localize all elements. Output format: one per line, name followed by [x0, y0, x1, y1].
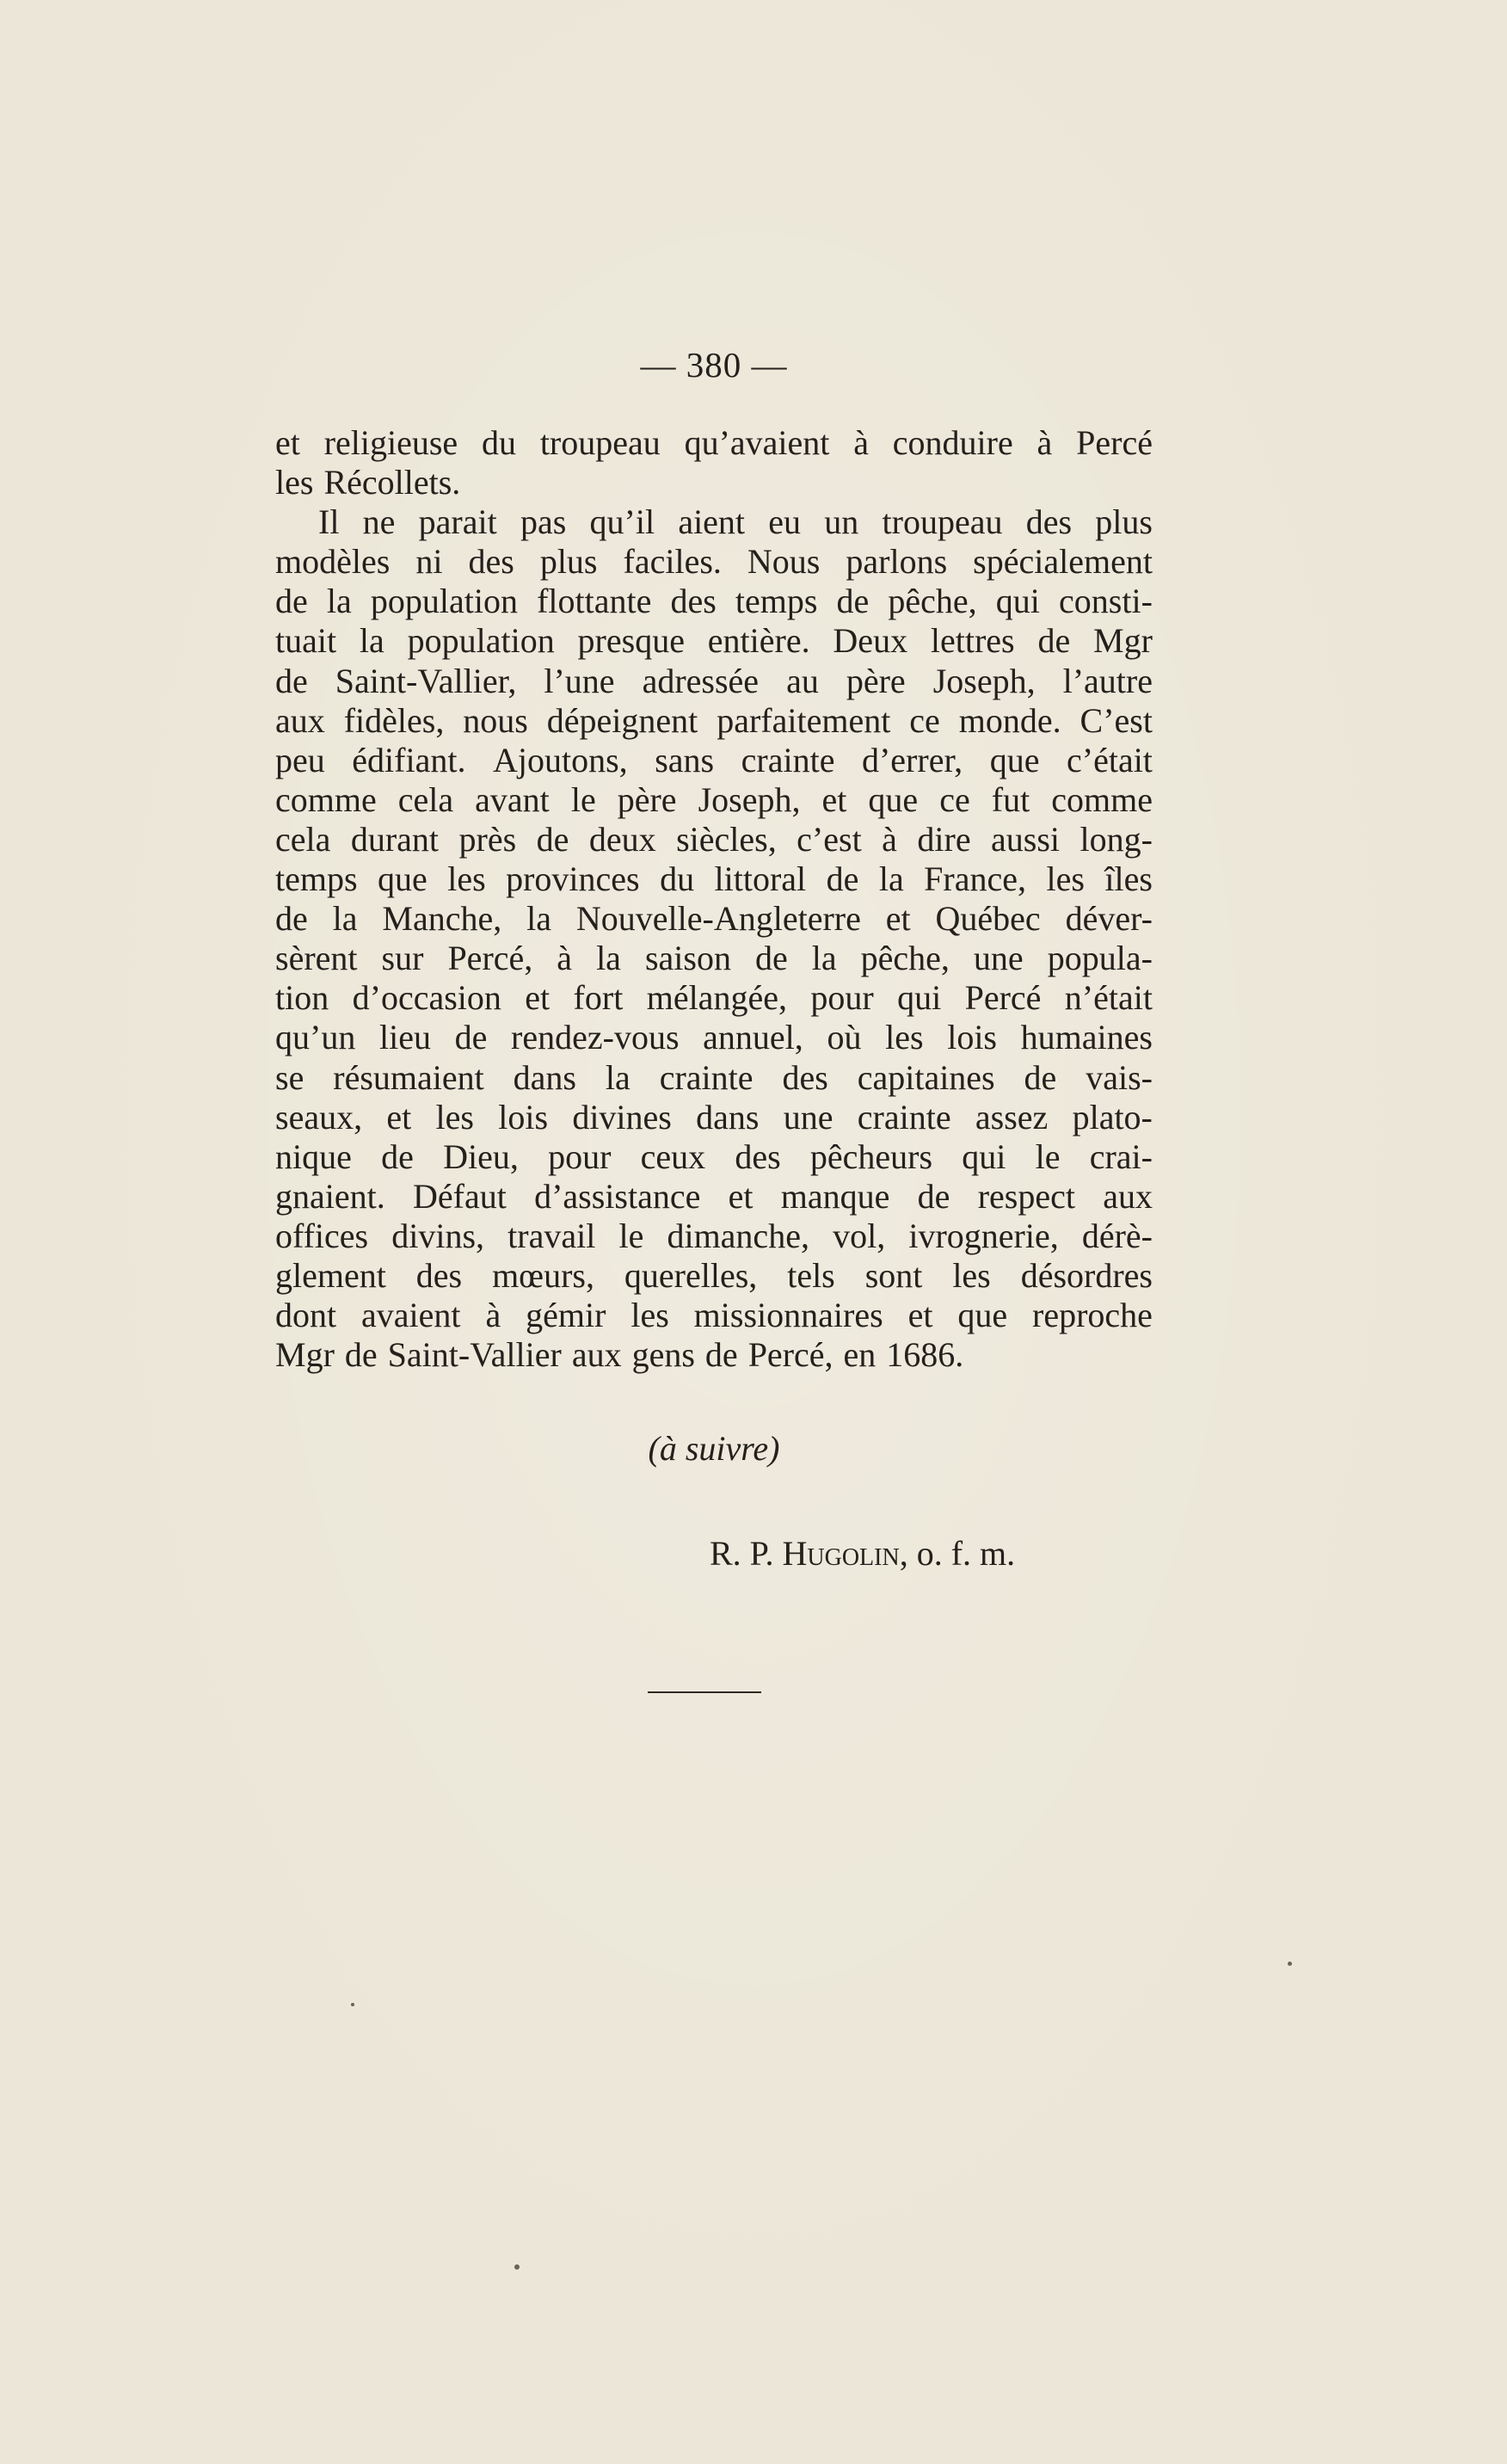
word: lieu: [378, 1018, 431, 1057]
word: religieuse: [323, 423, 458, 462]
word: des: [670, 582, 717, 621]
word: que: [378, 859, 427, 899]
word: nique: [275, 1137, 352, 1176]
word: les: [275, 463, 314, 502]
word: Ajoutons,: [493, 740, 628, 779]
word: vol,: [833, 1216, 886, 1255]
to-be-continued: (à suivre): [648, 1429, 780, 1468]
word: reproche: [1032, 1296, 1153, 1335]
word: la: [326, 582, 352, 621]
word: parait: [418, 502, 497, 542]
word: gémir: [526, 1296, 606, 1335]
word: saison: [644, 939, 731, 978]
paper-speck: [514, 2264, 520, 2270]
word: aussi: [991, 819, 1061, 859]
word: au: [786, 661, 819, 700]
text-line: [275, 423, 1153, 463]
word: ce: [939, 779, 970, 819]
word: gens: [631, 1335, 695, 1375]
signature-initials: R. P.: [710, 1534, 774, 1573]
word: les: [435, 1097, 474, 1137]
word: de: [454, 1018, 488, 1057]
word: crai-: [1089, 1137, 1153, 1176]
word: Mgr: [275, 1335, 335, 1375]
word: Québec: [935, 899, 1041, 939]
word: de: [1024, 1057, 1057, 1097]
word: divins,: [391, 1216, 485, 1255]
word: de: [275, 899, 308, 939]
word: pêche,: [888, 582, 977, 621]
word: presque: [577, 621, 685, 661]
word: qu’il: [589, 502, 655, 542]
word: d’assistance: [534, 1176, 701, 1216]
word: C’est: [1080, 700, 1153, 740]
text-line: [275, 1058, 1153, 1098]
word: capitaines: [857, 1057, 995, 1097]
word: glement: [275, 1255, 386, 1295]
word: Saint-Vallier: [387, 1335, 562, 1375]
word: conduire: [892, 423, 1013, 462]
word: sont: [864, 1255, 923, 1295]
page-number: — 380 —: [640, 345, 788, 385]
word: plus: [539, 542, 598, 582]
word: sèrent: [275, 939, 358, 978]
word: assez: [975, 1097, 1049, 1137]
word: la: [526, 899, 552, 939]
word: et: [728, 1176, 754, 1216]
word: sans: [655, 740, 715, 779]
word: père: [846, 661, 906, 700]
word: cela: [397, 779, 454, 819]
word: troupeau: [539, 423, 661, 462]
word: de: [275, 582, 308, 621]
word: eu: [768, 502, 802, 542]
word: fort: [573, 978, 624, 1018]
word: et: [821, 779, 847, 819]
word: Manche,: [382, 899, 502, 939]
word: humaines: [1020, 1018, 1153, 1057]
word: un: [824, 502, 859, 542]
word: ivrognerie,: [908, 1216, 1059, 1255]
word: Deux: [833, 621, 908, 661]
word: 1686.: [886, 1335, 964, 1375]
author-signature: [710, 1533, 1015, 1574]
word: de: [704, 1335, 738, 1375]
word: pêche,: [860, 939, 950, 978]
word: provinces: [506, 859, 640, 899]
text-line: [275, 502, 1153, 542]
word: les: [447, 859, 486, 899]
word: dans: [696, 1097, 760, 1137]
word: des: [735, 1137, 781, 1176]
word: la: [811, 939, 837, 978]
word: Mgr: [1093, 621, 1153, 661]
word: résumaient: [333, 1057, 484, 1097]
word: près: [458, 819, 517, 859]
word: lois: [947, 1018, 997, 1057]
word: l’autre: [1062, 661, 1153, 700]
text-line: [275, 463, 1153, 502]
word: lettres: [930, 621, 1015, 661]
word: la: [359, 621, 384, 661]
word: le: [570, 779, 596, 819]
word: les: [630, 1296, 669, 1335]
word: c’était: [1067, 740, 1153, 779]
word: ne: [362, 502, 396, 542]
word: Nouvelle-Angleterre: [575, 899, 861, 939]
text-line: [275, 820, 1153, 859]
word: et: [885, 899, 911, 939]
word: de: [1037, 621, 1071, 661]
text-line: [275, 1018, 1153, 1057]
word: et: [907, 1296, 933, 1335]
word: adressée: [642, 661, 760, 700]
word: de: [917, 1176, 950, 1216]
word: respect: [977, 1176, 1075, 1216]
word: aient: [678, 502, 746, 542]
word: la: [605, 1057, 630, 1097]
word: à: [1036, 423, 1053, 462]
word: travail: [507, 1216, 596, 1255]
word: ce: [909, 700, 940, 740]
word: tion: [275, 978, 329, 1018]
word: Nous: [747, 542, 821, 582]
word: que: [957, 1296, 1008, 1335]
text-line: [275, 582, 1153, 621]
word: qu’avaient: [684, 423, 830, 462]
word: dimanche,: [667, 1216, 809, 1255]
word: de: [536, 819, 569, 859]
word: long-: [1080, 819, 1153, 859]
word: Percé,: [747, 1335, 833, 1375]
text-line: [275, 1098, 1153, 1137]
word: une: [973, 939, 1024, 978]
word: crainte: [659, 1057, 754, 1097]
word: troupeau: [882, 502, 1003, 542]
word: de: [754, 939, 788, 978]
word: comme: [1051, 779, 1153, 819]
word: popula-: [1047, 939, 1153, 978]
word: pour: [810, 978, 874, 1018]
text-line: [275, 1335, 1153, 1375]
word: d’occasion: [352, 978, 501, 1018]
word: rendez-vous: [511, 1018, 680, 1057]
word: lois: [498, 1097, 549, 1137]
text-line: [275, 701, 1153, 741]
word: annuel,: [703, 1018, 803, 1057]
word: ceux: [640, 1137, 706, 1176]
word: pêcheurs: [809, 1137, 933, 1176]
word: flottante: [537, 582, 652, 621]
word: peu: [275, 740, 325, 779]
word: de: [344, 1335, 378, 1375]
word: à: [485, 1296, 501, 1335]
word: et: [525, 978, 551, 1018]
word: désordres: [1020, 1255, 1153, 1295]
word: siècles,: [676, 819, 777, 859]
word: en: [843, 1335, 877, 1375]
word: faciles.: [623, 542, 722, 582]
word: du: [482, 423, 516, 462]
word: ni: [415, 542, 443, 582]
word: les: [1046, 859, 1085, 899]
text-line: [275, 621, 1153, 661]
text-line: [275, 741, 1153, 780]
text-line: [275, 899, 1153, 939]
body-paragraphs: [275, 423, 1153, 1375]
word: Percé,: [447, 939, 533, 978]
word: édifiant.: [352, 740, 466, 779]
word: une: [783, 1097, 833, 1137]
word: Saint-Vallier,: [335, 661, 517, 700]
word: durant: [350, 819, 440, 859]
word: la: [332, 899, 358, 939]
word: aux: [1103, 1176, 1153, 1216]
word: de: [826, 859, 859, 899]
word: la: [596, 939, 621, 978]
word: des: [1025, 502, 1073, 542]
text-line: [275, 542, 1153, 582]
word: de: [275, 661, 308, 700]
word: l’une: [544, 661, 615, 700]
word: de: [836, 582, 870, 621]
word: à: [882, 819, 897, 859]
word: mélangée,: [646, 978, 787, 1018]
end-rule: [648, 1691, 761, 1693]
word: où: [827, 1018, 862, 1057]
word: fidèles,: [343, 700, 445, 740]
text-line: [275, 939, 1153, 978]
word: que: [989, 740, 1040, 779]
word: population: [407, 621, 555, 661]
word: tels: [787, 1255, 835, 1295]
word: querelles,: [624, 1255, 758, 1295]
word: Récollets.: [323, 463, 461, 502]
word: d’errer,: [861, 740, 963, 779]
word: aux: [571, 1335, 622, 1375]
text-line: [275, 1256, 1153, 1296]
word: les: [952, 1255, 991, 1295]
word: modèles: [275, 542, 391, 582]
word: crainte: [857, 1097, 951, 1137]
word: des: [782, 1057, 828, 1097]
word: Défaut: [413, 1176, 507, 1216]
word: cela: [275, 819, 331, 859]
word: aux: [275, 700, 325, 740]
word: Percé: [1076, 423, 1153, 462]
word: et: [275, 423, 300, 462]
word: entière.: [707, 621, 810, 661]
text-line: [275, 1217, 1153, 1256]
word: dont: [275, 1296, 337, 1335]
word: monde.: [958, 700, 1061, 740]
word: n’était: [1064, 978, 1153, 1018]
text-line: [275, 1177, 1153, 1217]
word: que: [868, 779, 919, 819]
word: France,: [924, 859, 1026, 899]
word: des: [415, 1255, 463, 1295]
word: fut: [991, 779, 1030, 819]
word: dans: [513, 1057, 576, 1097]
word: qui: [962, 1137, 1006, 1176]
word: temps: [735, 582, 818, 621]
word: avant: [475, 779, 550, 819]
word: offices: [275, 1216, 369, 1255]
word: Joseph,: [698, 779, 801, 819]
text-line: [275, 1296, 1153, 1335]
word: père: [617, 779, 677, 819]
word: spécialement: [973, 542, 1153, 582]
word: manque: [780, 1176, 890, 1216]
word: se: [275, 1057, 304, 1097]
word: deux: [588, 819, 656, 859]
word: mœurs,: [492, 1255, 594, 1295]
word: à: [853, 423, 869, 462]
word: dire: [917, 819, 971, 859]
word: du: [660, 859, 695, 899]
word: parlons: [846, 542, 948, 582]
word: plus: [1095, 502, 1153, 542]
word: Dieu,: [443, 1137, 519, 1176]
word: pas: [520, 502, 567, 542]
word: dérè-: [1081, 1216, 1153, 1255]
word: les: [885, 1018, 924, 1057]
word: la: [878, 859, 904, 899]
signature-name: Hugolin,: [782, 1534, 908, 1573]
text-line: [275, 859, 1153, 899]
word: pour: [548, 1137, 612, 1176]
word: des: [468, 542, 514, 582]
word: seaux,: [275, 1097, 363, 1137]
word: Percé: [964, 978, 1042, 1018]
word: tuait: [275, 621, 337, 661]
word: qui: [995, 582, 1040, 621]
word: îles: [1104, 859, 1153, 899]
word: crainte: [741, 740, 835, 779]
word: déver-: [1065, 899, 1153, 939]
word: le: [1035, 1137, 1061, 1176]
word: nous: [463, 700, 528, 740]
word: de: [381, 1137, 414, 1176]
word: avaient: [361, 1296, 461, 1335]
text-line: [275, 1137, 1153, 1177]
text-line: [275, 662, 1153, 701]
word: qu’un: [275, 1018, 356, 1057]
word: comme: [275, 779, 377, 819]
word: population: [370, 582, 518, 621]
word: divines: [572, 1097, 672, 1137]
word: à: [557, 939, 573, 978]
word: Il: [318, 502, 340, 542]
paper-speck: [1288, 1962, 1292, 1966]
text-line: [275, 780, 1153, 820]
word: sur: [381, 939, 424, 978]
paper-speck: [351, 2003, 354, 2006]
word: temps: [275, 859, 358, 899]
word: et: [386, 1097, 412, 1137]
word: qui: [897, 978, 942, 1018]
word: c’est: [797, 819, 862, 859]
word: dépeignent: [546, 700, 698, 740]
text-line: [275, 978, 1153, 1018]
word: vais-: [1086, 1057, 1153, 1097]
word: Joseph,: [932, 661, 1036, 700]
word: le: [618, 1216, 644, 1255]
word: missionnaires: [693, 1296, 883, 1335]
signature-order: o. f. m.: [916, 1534, 1016, 1573]
word: plato-: [1072, 1097, 1153, 1137]
word: gnaient.: [275, 1176, 385, 1216]
word: parfaitement: [717, 700, 891, 740]
word: consti-: [1059, 582, 1153, 621]
word: littoral: [714, 859, 807, 899]
